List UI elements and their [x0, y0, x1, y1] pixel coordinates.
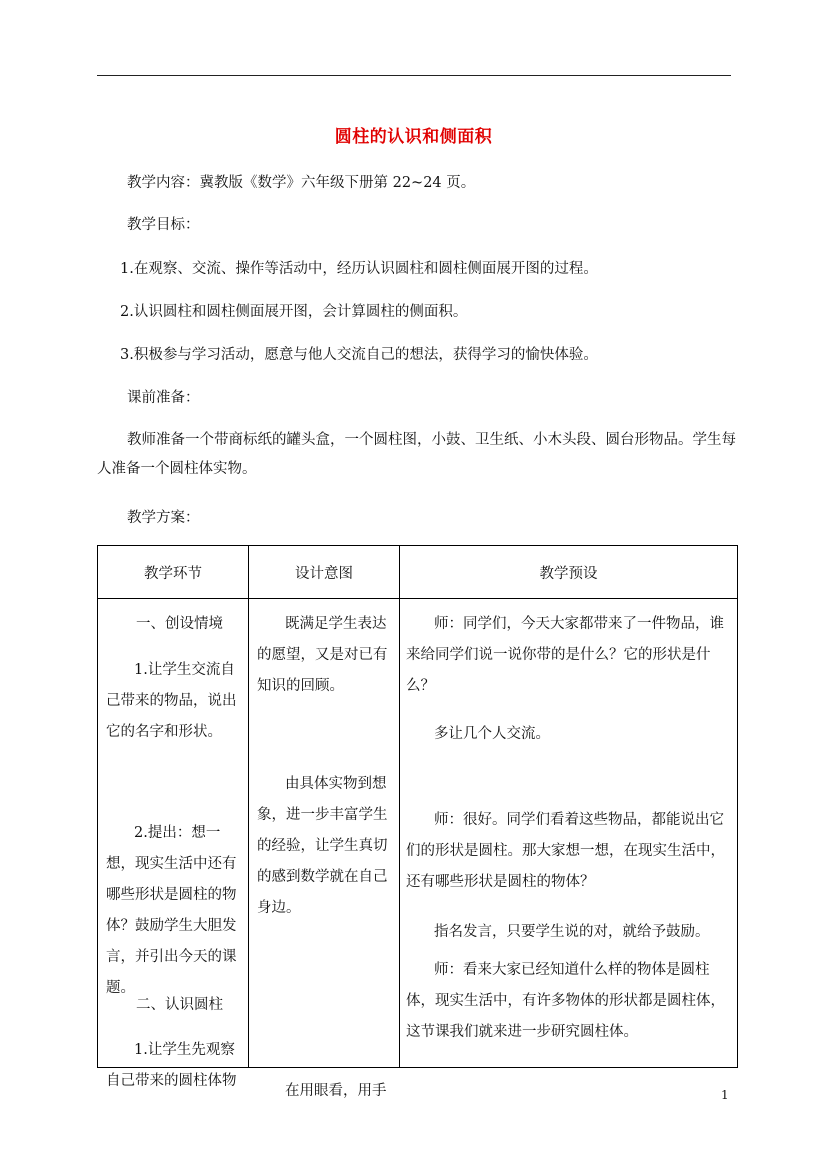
prep-heading: 课前准备：: [127, 390, 200, 406]
table-row: [98, 599, 738, 1068]
stage-item: 1.让学生交流自己带来的物品，说出它的名字和形状。: [106, 662, 237, 740]
stage-item: 一、创设情境: [136, 616, 223, 632]
content-line: 教学内容：冀教版《数学》六年级下册第 22~24 页。: [127, 175, 476, 191]
intent-cell: [249, 599, 399, 1099]
header-preset: 教学预设: [400, 546, 738, 599]
objective-2: 2.认识圆柱和圆柱侧面展开图，会计算圆柱的侧面积。: [120, 304, 468, 320]
prep-text: 教师准备一个带商标纸的罐头盒，一个圆柱图，小鼓、卫生纸、小木头段、圆台形物品。学生每人准备一个圆柱体实物。: [97, 432, 736, 477]
preset-item: 师：同学们，今天大家都带来了一件物品，谁来给同学们说一说你带的是什么？它的形状是什么？: [406, 616, 724, 694]
objectives-heading: 教学目标：: [127, 217, 200, 233]
stage-cell: [98, 599, 248, 1089]
preset-item: 多让几个人交流。: [434, 726, 550, 742]
stage-item: 1.让学生先观察自己带来的圆柱体物: [106, 1042, 237, 1089]
intent-item: 既满足学生表达的愿望，又是对已有知识的回顾。: [257, 616, 388, 694]
header-intent: 设计意图: [249, 546, 400, 599]
preset-item: 师：很好。同学们看着这些物品，都能说出它们的形状是圆柱。那大家想一想，在现实生活中，还有哪些形状是圆柱的物体？: [406, 812, 725, 890]
header-rule: [97, 75, 731, 76]
stage-item: 2.提出：想一想，现实生活中还有哪些形状是圆柱的物体？鼓励学生大胆发言，并引出今天的课题。: [106, 825, 237, 996]
intent-item: 在用眼看，用手: [285, 1083, 387, 1099]
header-stage: 教学环节: [98, 546, 249, 599]
stage-item: 二、认识圆柱: [136, 997, 223, 1013]
plan-table: [97, 545, 738, 1099]
preset-item: 指名发言，只要学生说的对，就给予鼓励。: [434, 924, 710, 940]
table-header-row: [98, 546, 738, 599]
page-number: 1: [721, 1088, 729, 1102]
plan-heading: 教学方案：: [127, 510, 200, 526]
objective-3: 3.积极参与学习活动，愿意与他人交流自己的想法，获得学习的愉快体验。: [120, 347, 598, 363]
objective-1: 1.在观察、交流、操作等活动中，经历认识圆柱和圆柱侧面展开图的过程。: [120, 261, 598, 277]
intent-item: 由具体实物到想象，进一步丰富学生的经验，让学生真切的感到数学就在自己身边。: [257, 776, 388, 916]
preset-item: 师：看来大家已经知道什么样的物体是圆柱体，现实生活中，有许多物体的形状都是圆柱体，这节课我们就来进一步研究圆柱体。: [406, 962, 725, 1040]
page-title: 圆柱的认识和侧面积: [334, 127, 493, 147]
preset-cell: [400, 599, 737, 1067]
